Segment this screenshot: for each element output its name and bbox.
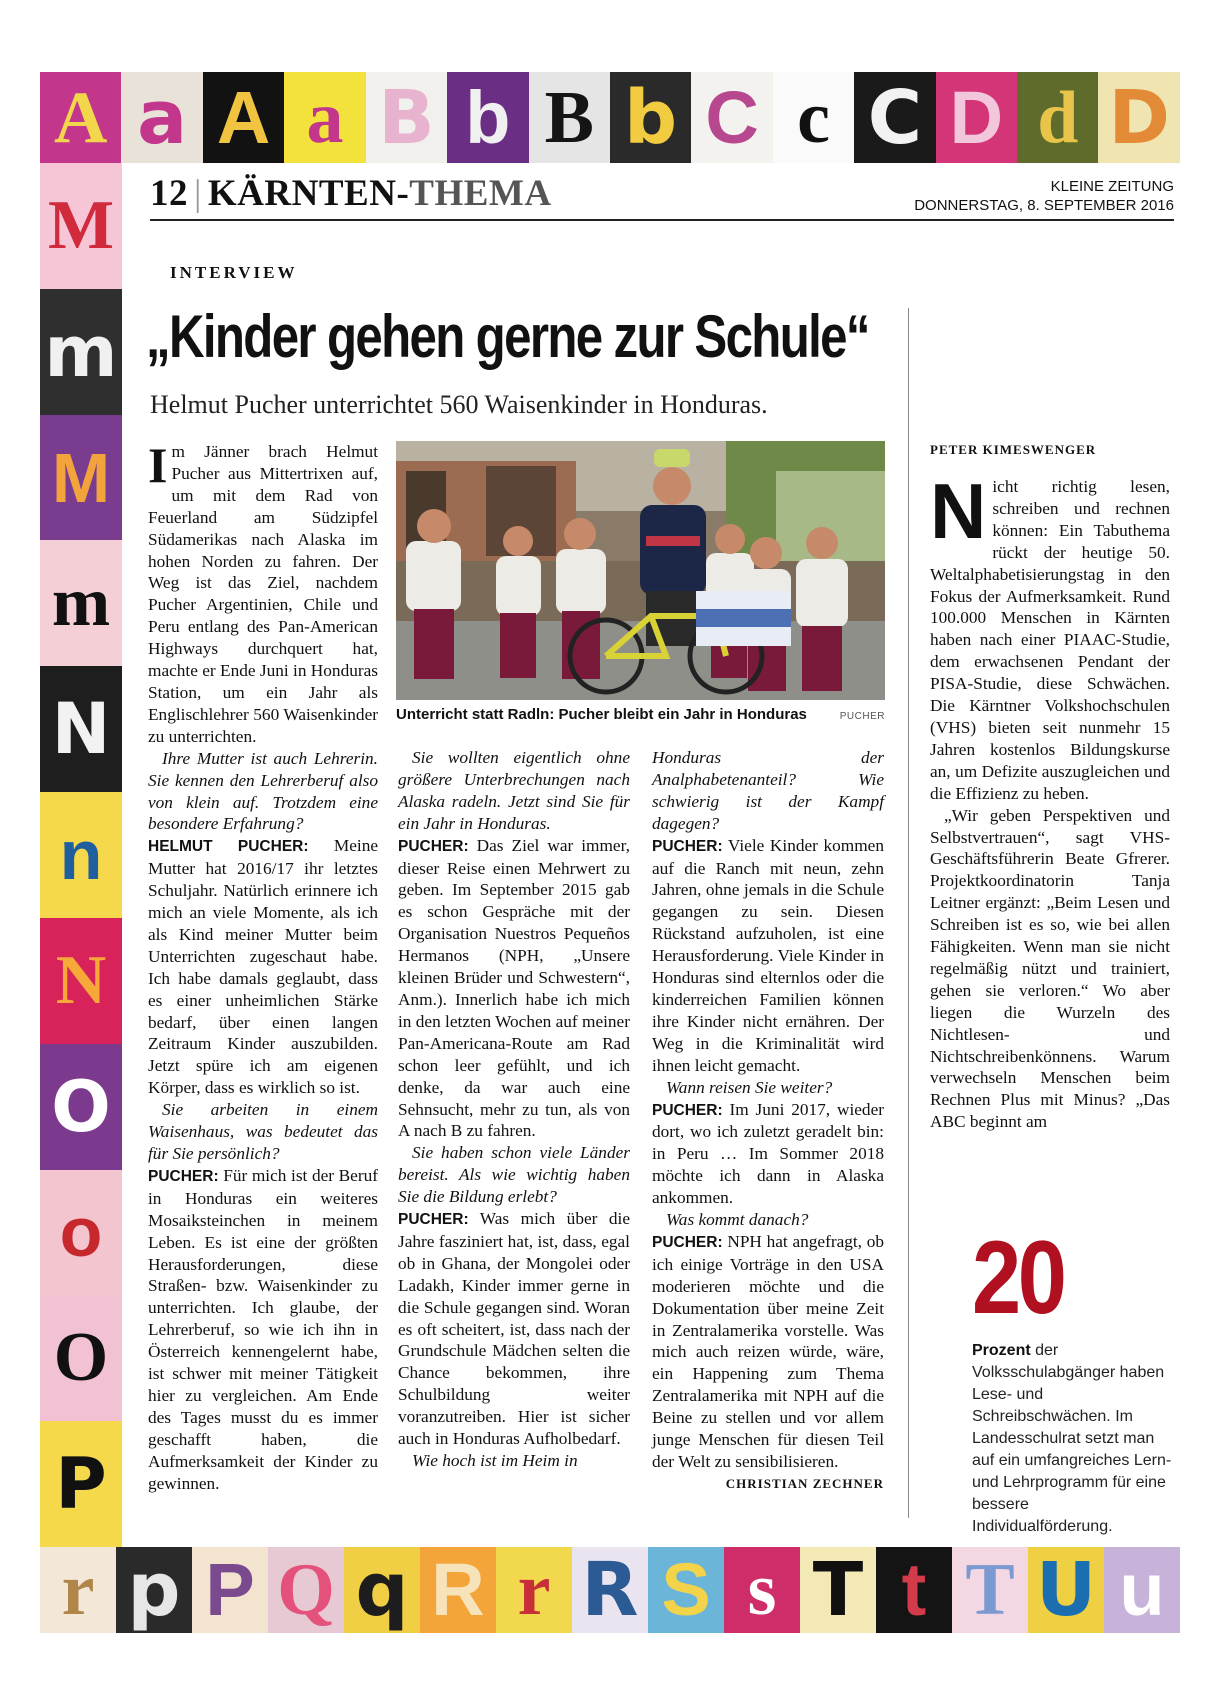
drop-cap: I xyxy=(148,437,168,493)
letter-tile-bottom: U xyxy=(1028,1547,1104,1633)
paper-name: KLEINE ZEITUNG xyxy=(1050,178,1174,195)
letter-tile-top: c xyxy=(773,72,854,163)
letter-tile-left: O xyxy=(40,1295,122,1421)
letter-tile-bottom: R xyxy=(420,1547,496,1633)
letter-tile-bottom: q xyxy=(344,1547,420,1633)
letter-tile-bottom: p xyxy=(116,1547,192,1633)
question: Wann reisen Sie weiter? xyxy=(666,1077,833,1097)
intro-text: m Jänner brach Helmut Pucher aus Mittertrixen auf, um mit dem Rad von Feuerland am Südzipfel Südamerikas nach Alaska im hohen Norden zu fahren. Der Weg ist das Ziel, nachdem Pucher Argentinien, Chile und Peru entlang des Pan-American Highways durchquert hat, machte er Ende Juni in Honduras Station, um ein Jahr als Englischlehrer 560 Waisenkinder zu unterrichten. xyxy=(148,442,378,746)
article-column-3 xyxy=(652,747,884,1495)
question: Sie wollten eigentlich ohne größere Unterbrechungen nach Alaska radeln. Jetzt sind Sie für ein Jahr in Honduras. xyxy=(398,748,630,833)
stat-bold: Prozent xyxy=(972,1342,1031,1359)
sidebar-paragraph: icht richtig lesen, schreiben und rechnen können: Ein Tabuthema rückt der heutige 50. Weltalphabetisierungstag in den Fokus der Aufmerksamkeit. Rund 100.000 Menschen in Kärnten haben nach einer PIAAC-Studie, dem erwachsenen Pendant der PISA-Studie, diese Schwächen. Die Kärntner Volkshochschulen (VHS) bieten seit nunmehr 15 Jahren kostenlos Bildungskurse an, um Defizite auszugleichen und die Effizienz zu heben. xyxy=(930,477,1170,803)
answer xyxy=(398,835,630,1143)
letter-tile-left: O xyxy=(40,1044,122,1170)
header-separator: | xyxy=(194,173,202,214)
question-continued: Honduras der Analphabetenanteil? Wie schwierig ist der Kampf dagegen? xyxy=(652,748,884,833)
letter-tile-left: m xyxy=(40,540,122,666)
speaker-label: PUCHER: xyxy=(398,837,469,855)
answer-text: Viele Kinder kommen auf die Ranch mit neun, zehn Jahren, ohne jemals in die Schule gegangen zu sein. Diesen Rückstand aufzuholen, ist eine Herausforderung. Viele Kinder in Honduras sind elternlos oder die kinderreichen Familien können ihre Kinder nicht ernähren. Der Weg in die Kriminalität wird ihnen leicht gemacht. xyxy=(652,835,884,1075)
photo-credit: PUCHER xyxy=(839,711,885,722)
page-number: 12 xyxy=(150,173,188,214)
answer xyxy=(652,1231,884,1473)
letter-tile-left: N xyxy=(40,918,122,1044)
sidebar-column xyxy=(930,467,1170,1133)
letter-tile-bottom: t xyxy=(876,1547,952,1633)
letter-tile-bottom: r xyxy=(40,1547,116,1633)
letter-tile-bottom: P xyxy=(192,1547,268,1633)
letter-tile-bottom: T xyxy=(952,1547,1028,1633)
letter-tile-top: C xyxy=(854,72,935,163)
question: Sie arbeiten in einem Waisenhaus, was bedeutet das für Sie persönlich? xyxy=(148,1100,378,1163)
letter-tile-bottom: r xyxy=(496,1547,572,1633)
answer-text: NPH hat angefragt, ob ich einige Vorträge in den USA moderieren möchte und die Dokumentation über meine Zeit in Zentralamerika vorstelle. Was mich auch reizen würde, wäre, ein Happening zum Thema Zentralamerika mit NPH auf die Beine zu stellen und vor allem junge Menschen für diesen Teil der Welt zu sensibilisieren. xyxy=(652,1231,884,1471)
answer xyxy=(148,835,378,1099)
letter-tile-top: D xyxy=(936,72,1017,163)
letter-tile-left: o xyxy=(40,1170,122,1296)
question: Ihre Mutter ist auch Lehrerin. Sie kennen den Lehrerberuf also von klein auf. Trotzdem eine besondere Erfahrung? xyxy=(148,748,378,834)
article-kicker: INTERVIEW xyxy=(170,263,298,282)
answer-text: Für mich ist der Beruf in Honduras ein weiteres Mosaiksteinchen in meinem Leben. Es ist eine der größten Herausforderungen, diese Straßen- bzw. Waisenkinder zu unterrichten. Ich glaube, der Lehrerberuf, so wie ich ihn in Österreich kennengelernt habe, ist schwer mit meiner Tätigkeit hier zu vergleichen. Am Ende des Tages musst du es immer geschafft haben, die Aufmerksamkeit der Kinder zu gewinnen. xyxy=(148,1165,378,1493)
alphabet-border-top xyxy=(40,72,1180,163)
article-photo xyxy=(396,441,885,700)
answer xyxy=(148,1165,378,1495)
letter-tile-bottom: u xyxy=(1104,1547,1180,1633)
sidebar-paragraph: „Wir geben Perspektiven und Selbstvertrauen“, sagt VHS-Geschäftsführerin Beate Gfrerer. Projektkoordinatorin Tanja Leitner ergänzt: „Beim Lesen und Schreiben ist es so, wie bei allen Fähigkeiten. Wenn man sie nicht regelmäßig nützt und trainiert, gehen sie verloren.“ Wo aber liegen die Wurzeln des Nichtlesen- und Nichtschreibenkönnens. Warum verwechseln Menschen beim Rechnen Plus mit Minus? „Das ABC beginnt am xyxy=(930,805,1170,1132)
letter-tile-top: b xyxy=(447,72,528,163)
answer-text: Was mich über die Jahre fasziniert hat, ist, dass, egal ob in Ghana, der Mongolei oder Ladakh, Kinder immer gerne in die Schule gegangen sind. Woran es oft scheitert, ist, dass nach der Grundschule Mädchen selten die Chance bekommen, ihre Schulbildung weiter voranzutreiben. Hier ist sicher auch in Honduras Aufholbedarf. xyxy=(398,1209,630,1449)
photo-caption xyxy=(396,706,885,723)
stat-text: der Volksschulabgänger haben Lese- und Schreibschwächen. Im Landesschulrat setzt man auf ein umfangreiches Lern- und Lehrprogramm für eine bessere Individualförderung. xyxy=(972,1342,1172,1535)
letter-tile-top: A xyxy=(40,72,121,163)
speaker-label: PUCHER: xyxy=(652,1101,723,1119)
answer-text: Meine Mutter hat 2016/17 ihr letztes Schuljahr. Natürlich erinnere ich mich an viele Momente, als ich als Kind meiner Mutter beim Unterrichten zugeschaut habe. Ich habe damals geglaubt, dass es einer unheimlichen Stärke bedarf, über einen langen Zeitraum Kinder auszubilden. Jetzt spüre ich am eigenen Körper, dass es wirklich so ist. xyxy=(148,836,378,1098)
letter-tile-bottom: T xyxy=(800,1547,876,1633)
caption-text: Unterricht statt Radln: Pucher bleibt ein Jahr in Honduras xyxy=(396,706,807,723)
letter-tile-top: d xyxy=(1017,72,1098,163)
letter-tile-left: m xyxy=(40,289,122,415)
speaker-label: PUCHER: xyxy=(652,1233,723,1251)
answer-text: Das Ziel war immer, dieser Reise einen Mehrwert zu geben. Im September 2015 gab es schon Gespräche mit der Organisation Nuestros Pequeños Hermanos (NPH, „Unsere kleinen Brüder und Schwestern“, Anm.). Innerlich habe ich mich in den letzten Wochen auf meiner Pan-Americana-Route am Rad schon leer gefühlt, und ich denke, da war auch eine Sehnsucht, mehr zu tun, als von A nach B zu fahren. xyxy=(398,835,630,1141)
question: Wie hoch ist im Heim in xyxy=(412,1451,578,1470)
question: Sie haben schon viele Länder bereist. Als wie wichtig haben Sie die Bildung erlebt? xyxy=(398,1143,630,1207)
speaker-label: PUCHER: xyxy=(652,837,723,855)
letter-tile-bottom: S xyxy=(648,1547,724,1633)
answer xyxy=(652,1099,884,1210)
article-headline: „Kinder gehen gerne zur Schule“ xyxy=(146,303,869,370)
letter-tile-bottom: R xyxy=(572,1547,648,1633)
stat-number: 20 xyxy=(972,1220,1064,1336)
section-name-1: KÄRNTEN- xyxy=(207,173,410,214)
header-rule xyxy=(150,219,1174,221)
letter-tile-left: P xyxy=(40,1421,122,1547)
letter-tile-top: D xyxy=(1098,72,1179,163)
letter-tile-left: M xyxy=(40,415,122,541)
speaker-label: HELMUT PUCHER: xyxy=(148,838,309,856)
answer xyxy=(652,835,884,1077)
section-name-2: THEMA xyxy=(409,173,552,214)
stat-caption xyxy=(972,1340,1172,1538)
issue-date: DONNERSTAG, 8. SEPTEMBER 2016 xyxy=(914,197,1174,214)
letter-tile-top: B xyxy=(529,72,610,163)
letter-tile-bottom: Q xyxy=(268,1547,344,1633)
letter-tile-top: B xyxy=(366,72,447,163)
letter-tile-top: a xyxy=(121,72,202,163)
letter-tile-top: A xyxy=(203,72,284,163)
column-divider xyxy=(908,308,909,1518)
question: Was kommt danach? xyxy=(666,1210,809,1230)
article-subhead: Helmut Pucher unterrichtet 560 Waisenkinder in Honduras. xyxy=(150,390,768,419)
photo-illustration xyxy=(396,441,885,700)
page-header-section xyxy=(150,172,552,215)
drop-cap: N xyxy=(930,467,987,555)
letter-tile-top: C xyxy=(691,72,772,163)
speaker-label: PUCHER: xyxy=(398,1211,469,1229)
article-column-2 xyxy=(398,747,630,1472)
speaker-label: PUCHER: xyxy=(148,1167,219,1185)
letter-tile-left: n xyxy=(40,792,122,918)
answer xyxy=(398,1208,630,1450)
answer-text: Im Juni 2017, wieder dort, wo ich zuletzt geradelt bin: in Peru … Im Sommer 2018 möchte ich dann in Alaska ankommen. xyxy=(652,1099,884,1208)
page-header-meta xyxy=(914,177,1174,215)
letter-tile-top: b xyxy=(610,72,691,163)
alphabet-border-left xyxy=(40,163,122,1547)
article-author: CHRISTIAN ZECHNER xyxy=(725,1475,884,1491)
sidebar-author: PETER KIMESWENGER xyxy=(930,442,1097,457)
letter-tile-left: N xyxy=(40,666,122,792)
letter-tile-left: M xyxy=(40,163,122,289)
article-column-1 xyxy=(148,437,378,1495)
letter-tile-bottom: s xyxy=(724,1547,800,1633)
letter-tile-top: a xyxy=(284,72,365,163)
alphabet-border-bottom xyxy=(40,1547,1180,1633)
